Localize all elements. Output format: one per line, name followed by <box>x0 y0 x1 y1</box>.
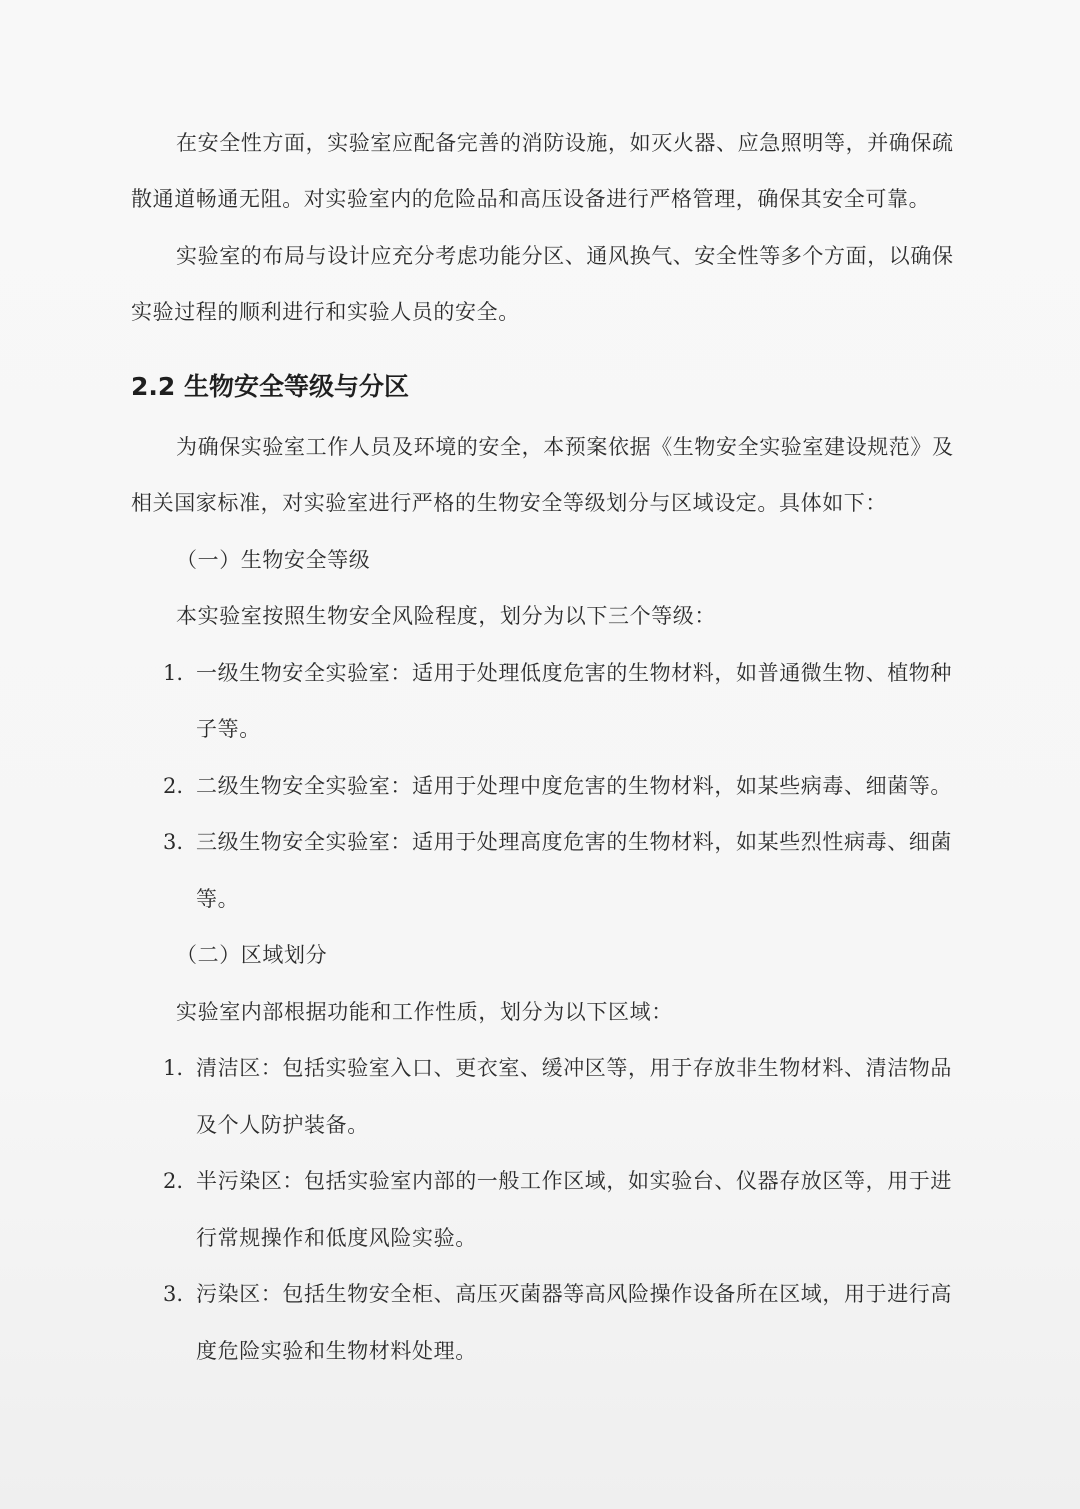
level-item-2-line-1: 二级生物安全实验室：适用于处理中度危害的生物材料，如某些病毒、细菌等。 <box>196 774 952 798</box>
zone-item-3-line-2: 度危险实验和生物材料处理。 <box>196 1339 477 1363</box>
intro-paragraph-2-line-2: 实验过程的顺利进行和实验人员的安全。 <box>131 300 520 324</box>
zones-intro: 实验室内部根据功能和工作性质，划分为以下区域： <box>176 1000 673 1024</box>
intro-paragraph-2-line-1: 实验室的布局与设计应充分考虑功能分区、通风换气、安全性等多个方面，以确保 <box>176 244 954 268</box>
level-item-1-line-2: 子等。 <box>196 717 261 741</box>
zones-subheading: （二）区域划分 <box>176 943 328 967</box>
intro-paragraph-1-line-1: 在安全性方面，实验室应配备完善的消防设施，如灭火器、应急照明等，并确保疏 <box>176 131 954 155</box>
section-paragraph-line-1: 为确保实验室工作人员及环境的安全，本预案依据《生物安全实验室建设规范》及 <box>176 435 954 459</box>
levels-subheading: （一）生物安全等级 <box>176 548 371 572</box>
level-item-1-number: 1. <box>163 661 184 685</box>
section-heading: 2.2 生物安全等级与分区 <box>131 372 409 401</box>
zone-item-1-line-1: 清洁区：包括实验室入口、更衣室、缓冲区等，用于存放非生物材料、清洁物品 <box>196 1056 952 1080</box>
section-paragraph-line-2: 相关国家标准，对实验室进行严格的生物安全等级划分与区域设定。具体如下： <box>131 491 887 515</box>
levels-intro: 本实验室按照生物安全风险程度，划分为以下三个等级： <box>176 604 716 628</box>
zone-item-1-number: 1. <box>163 1056 184 1080</box>
level-item-3-line-2: 等。 <box>196 887 240 911</box>
level-item-2-number: 2. <box>163 774 184 798</box>
level-item-3-line-1: 三级生物安全实验室：适用于处理高度危害的生物材料，如某些烈性病毒、细菌 <box>196 830 952 854</box>
zone-item-2-line-1: 半污染区：包括实验室内部的一般工作区域，如实验台、仪器存放区等，用于进 <box>196 1169 952 1193</box>
zone-item-2-number: 2. <box>163 1169 184 1193</box>
level-item-3-number: 3. <box>163 830 184 854</box>
intro-paragraph-1-line-2: 散通道畅通无阻。对实验室内的危险品和高压设备进行严格管理，确保其安全可靠。 <box>131 187 931 211</box>
level-item-1-line-1: 一级生物安全实验室：适用于处理低度危害的生物材料，如普通微生物、植物种 <box>196 661 952 685</box>
zone-item-2-line-2: 行常规操作和低度风险实验。 <box>196 1226 477 1250</box>
zone-item-1-line-2: 及个人防护装备。 <box>196 1113 369 1137</box>
zone-item-3-line-1: 污染区：包括生物安全柜、高压灭菌器等高风险操作设备所在区域，用于进行高 <box>196 1282 952 1306</box>
zone-item-3-number: 3. <box>163 1282 184 1306</box>
